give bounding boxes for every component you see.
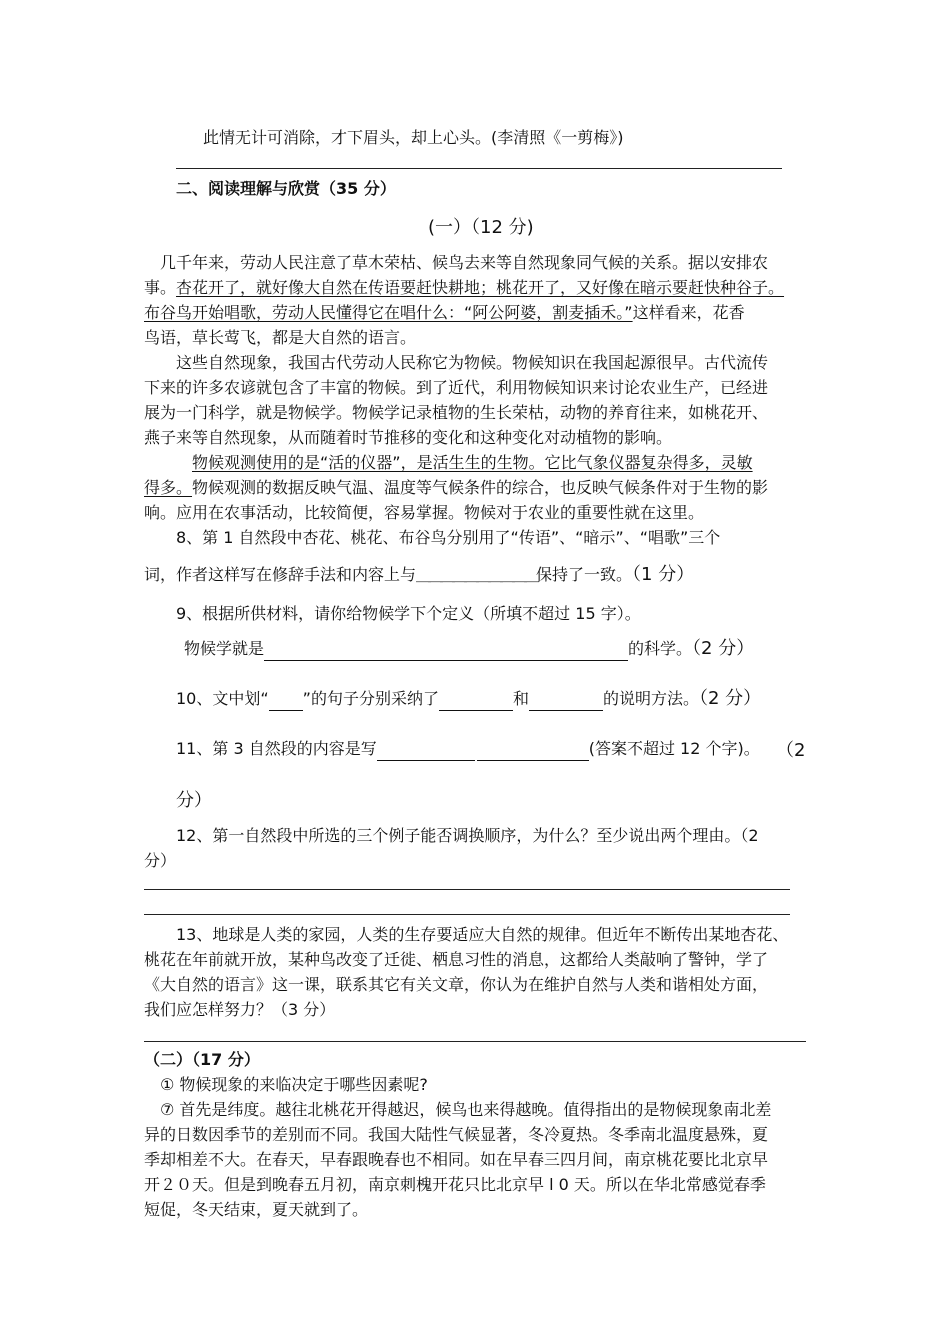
text-run: 和: [512, 689, 529, 708]
part2-title: （二）（17 分）: [144, 1050, 260, 1069]
text-run: 词，作者这样写在修辞手法和内容上与: [144, 565, 417, 584]
text-run: 物候学就是: [184, 639, 265, 658]
passage-line: 几千年来，劳动人民注意了草木荣枯、候鸟去来等自然现象同气候的关系。据以安排农: [160, 253, 769, 272]
question-8-line1: 8、第 1 自然段中杏花、桃花、布谷鸟分别用了“传语”、“暗示”、“唱歌”三个: [176, 528, 721, 547]
answer-blank[interactable]: [377, 744, 475, 761]
text-run: (答案不超过 12 个字)。: [588, 739, 760, 758]
part1-title: (一）（12 分): [428, 217, 534, 238]
score-label: 分）: [176, 790, 212, 811]
question-12-line2: 分）: [144, 851, 177, 870]
passage-line: 响。应用在农事活动，比较简便，容易掌握。物候对于农业的重要性就在这里。: [144, 503, 705, 522]
text-run: 物候观测的数据反映气温、温度等气候条件的综合，也反映气候条件对于生物的影: [192, 478, 769, 497]
text-run: 的说明方法。: [602, 689, 699, 708]
score-label: （2 分）: [698, 688, 762, 709]
passage-line: 展为一门科学，就是物候学。物候学记录植物的生长荣枯，动物的养育往来，如桃花开、: [144, 403, 769, 422]
passage-line: [144, 276, 784, 300]
passage-line: 开２０天。但是到晚春五月初，南京刺槐开花只比北京早 l 0 天。所以在华北常感觉春季: [144, 1175, 766, 1194]
underlined-sentence: 物候观测使用的是“活的仪器”，是活生生的生物。它比气象仪器复杂得多，灵敏: [192, 453, 753, 472]
underlined-sentence: 杏花开了，就好像大自然在传语要赶快耕地；桃花开了，又好像在暗示要赶快种谷子。: [176, 278, 785, 297]
question-12-line1: 12、第一自然段中所选的三个例子能否调换顺序，为什么？至少说出两个理由。（2: [176, 826, 759, 845]
text-run: 11、第 3 自然段的内容是写: [176, 739, 377, 758]
answer-line[interactable]: [144, 914, 790, 915]
question-13-line3: 《大自然的语言》这一课，联系其它有关文章，你认为在维护自然与人类和谐相处方面，: [144, 975, 769, 994]
question-13-line4: 我们应怎样努力？（3 分）: [144, 1000, 336, 1019]
score-label: （1 分）: [632, 564, 695, 585]
passage-line: 异的日数因季节的差别而不同。我国大陆性气候显著，冬冷夏热。冬季南北温度悬殊，夏: [144, 1125, 769, 1144]
text-run: 事。: [144, 278, 177, 297]
passage-line: 季却相差不大。在春天，早春跟晚春也不相同。如在早春三四月间，南京桃花要比北京早: [144, 1150, 769, 1169]
question-13-line1: 13、地球是人类的家园，人类的生存要适应大自然的规律。但近年不断传出某地杏花、: [176, 925, 789, 944]
passage-line: 燕子来等自然现象，从而随着时节推移的变化和这种变化对动植物的影响。: [144, 428, 673, 447]
underlined-sentence: 得多。: [144, 478, 193, 497]
text-run: 保持了一致。: [536, 565, 633, 584]
top-quote: 此情无计可消除，才下眉头，却上心头。(李清照《一剪梅》): [203, 128, 624, 147]
answer-line[interactable]: [144, 889, 790, 890]
score-label: （2 分）: [692, 638, 755, 659]
passage-line: 鸟语，草长莺飞，都是大自然的语言。: [144, 328, 417, 347]
section-title: 二、阅读理解与欣赏（35 分）: [176, 179, 396, 198]
question-9-line1: 9、根据所供材料，请你给物候学下个定义（所填不超过 15 字）。: [176, 604, 641, 623]
passage-line: [144, 476, 768, 500]
passage-line: [144, 301, 745, 325]
question-10: [176, 687, 761, 711]
answer-blank[interactable]: ＿＿＿＿＿＿＿＿＿＿: [416, 566, 537, 584]
text-run: 的科学。: [628, 639, 693, 658]
passage-line: 这些自然现象，我国古代劳动人民称它为物候。物候知识在我国起源很早。古代流传: [176, 353, 769, 372]
passage-line: ① 物候现象的来临决定于哪些因素呢?: [160, 1075, 428, 1094]
passage-line: 短促，冬天结束，夏天就到了。: [144, 1200, 369, 1219]
question-11: [176, 737, 760, 761]
answer-blank[interactable]: [439, 694, 513, 711]
passage-line: [192, 451, 753, 475]
passage-line: ⑦ 首先是纬度。越往北桃花开得越迟，候鸟也来得越晚。值得指出的是物候现象南北差: [160, 1100, 772, 1119]
question-9-line2: [184, 637, 754, 661]
underlined-sentence: 布谷鸟开始唱歌，劳动人民懂得它在唱什么：“阿公阿婆，割麦插禾。”: [144, 303, 633, 322]
score-label: （2: [776, 740, 806, 761]
question-13-line2: 桃花在年前就开放，某种鸟改变了迁徙、栖息习性的消息，这都给人类敲响了警钟，学了: [144, 950, 769, 969]
underline-mark: [269, 694, 303, 711]
answer-blank[interactable]: [529, 694, 603, 711]
question-8-line2: [144, 563, 694, 587]
answer-blank[interactable]: [264, 644, 628, 661]
answer-line[interactable]: [144, 1041, 806, 1042]
text-run: 这样看来，花香: [632, 303, 745, 322]
text-run: 10、文中划“: [176, 689, 269, 708]
passage-line: 下来的许多农谚就包含了丰富的物候。到了近代，利用物候知识来讨论农业生产，已经进: [144, 378, 769, 397]
answer-blank[interactable]: [477, 744, 589, 761]
text-run: ”的句子分别采纳了: [302, 689, 439, 708]
divider-line: [176, 168, 782, 169]
